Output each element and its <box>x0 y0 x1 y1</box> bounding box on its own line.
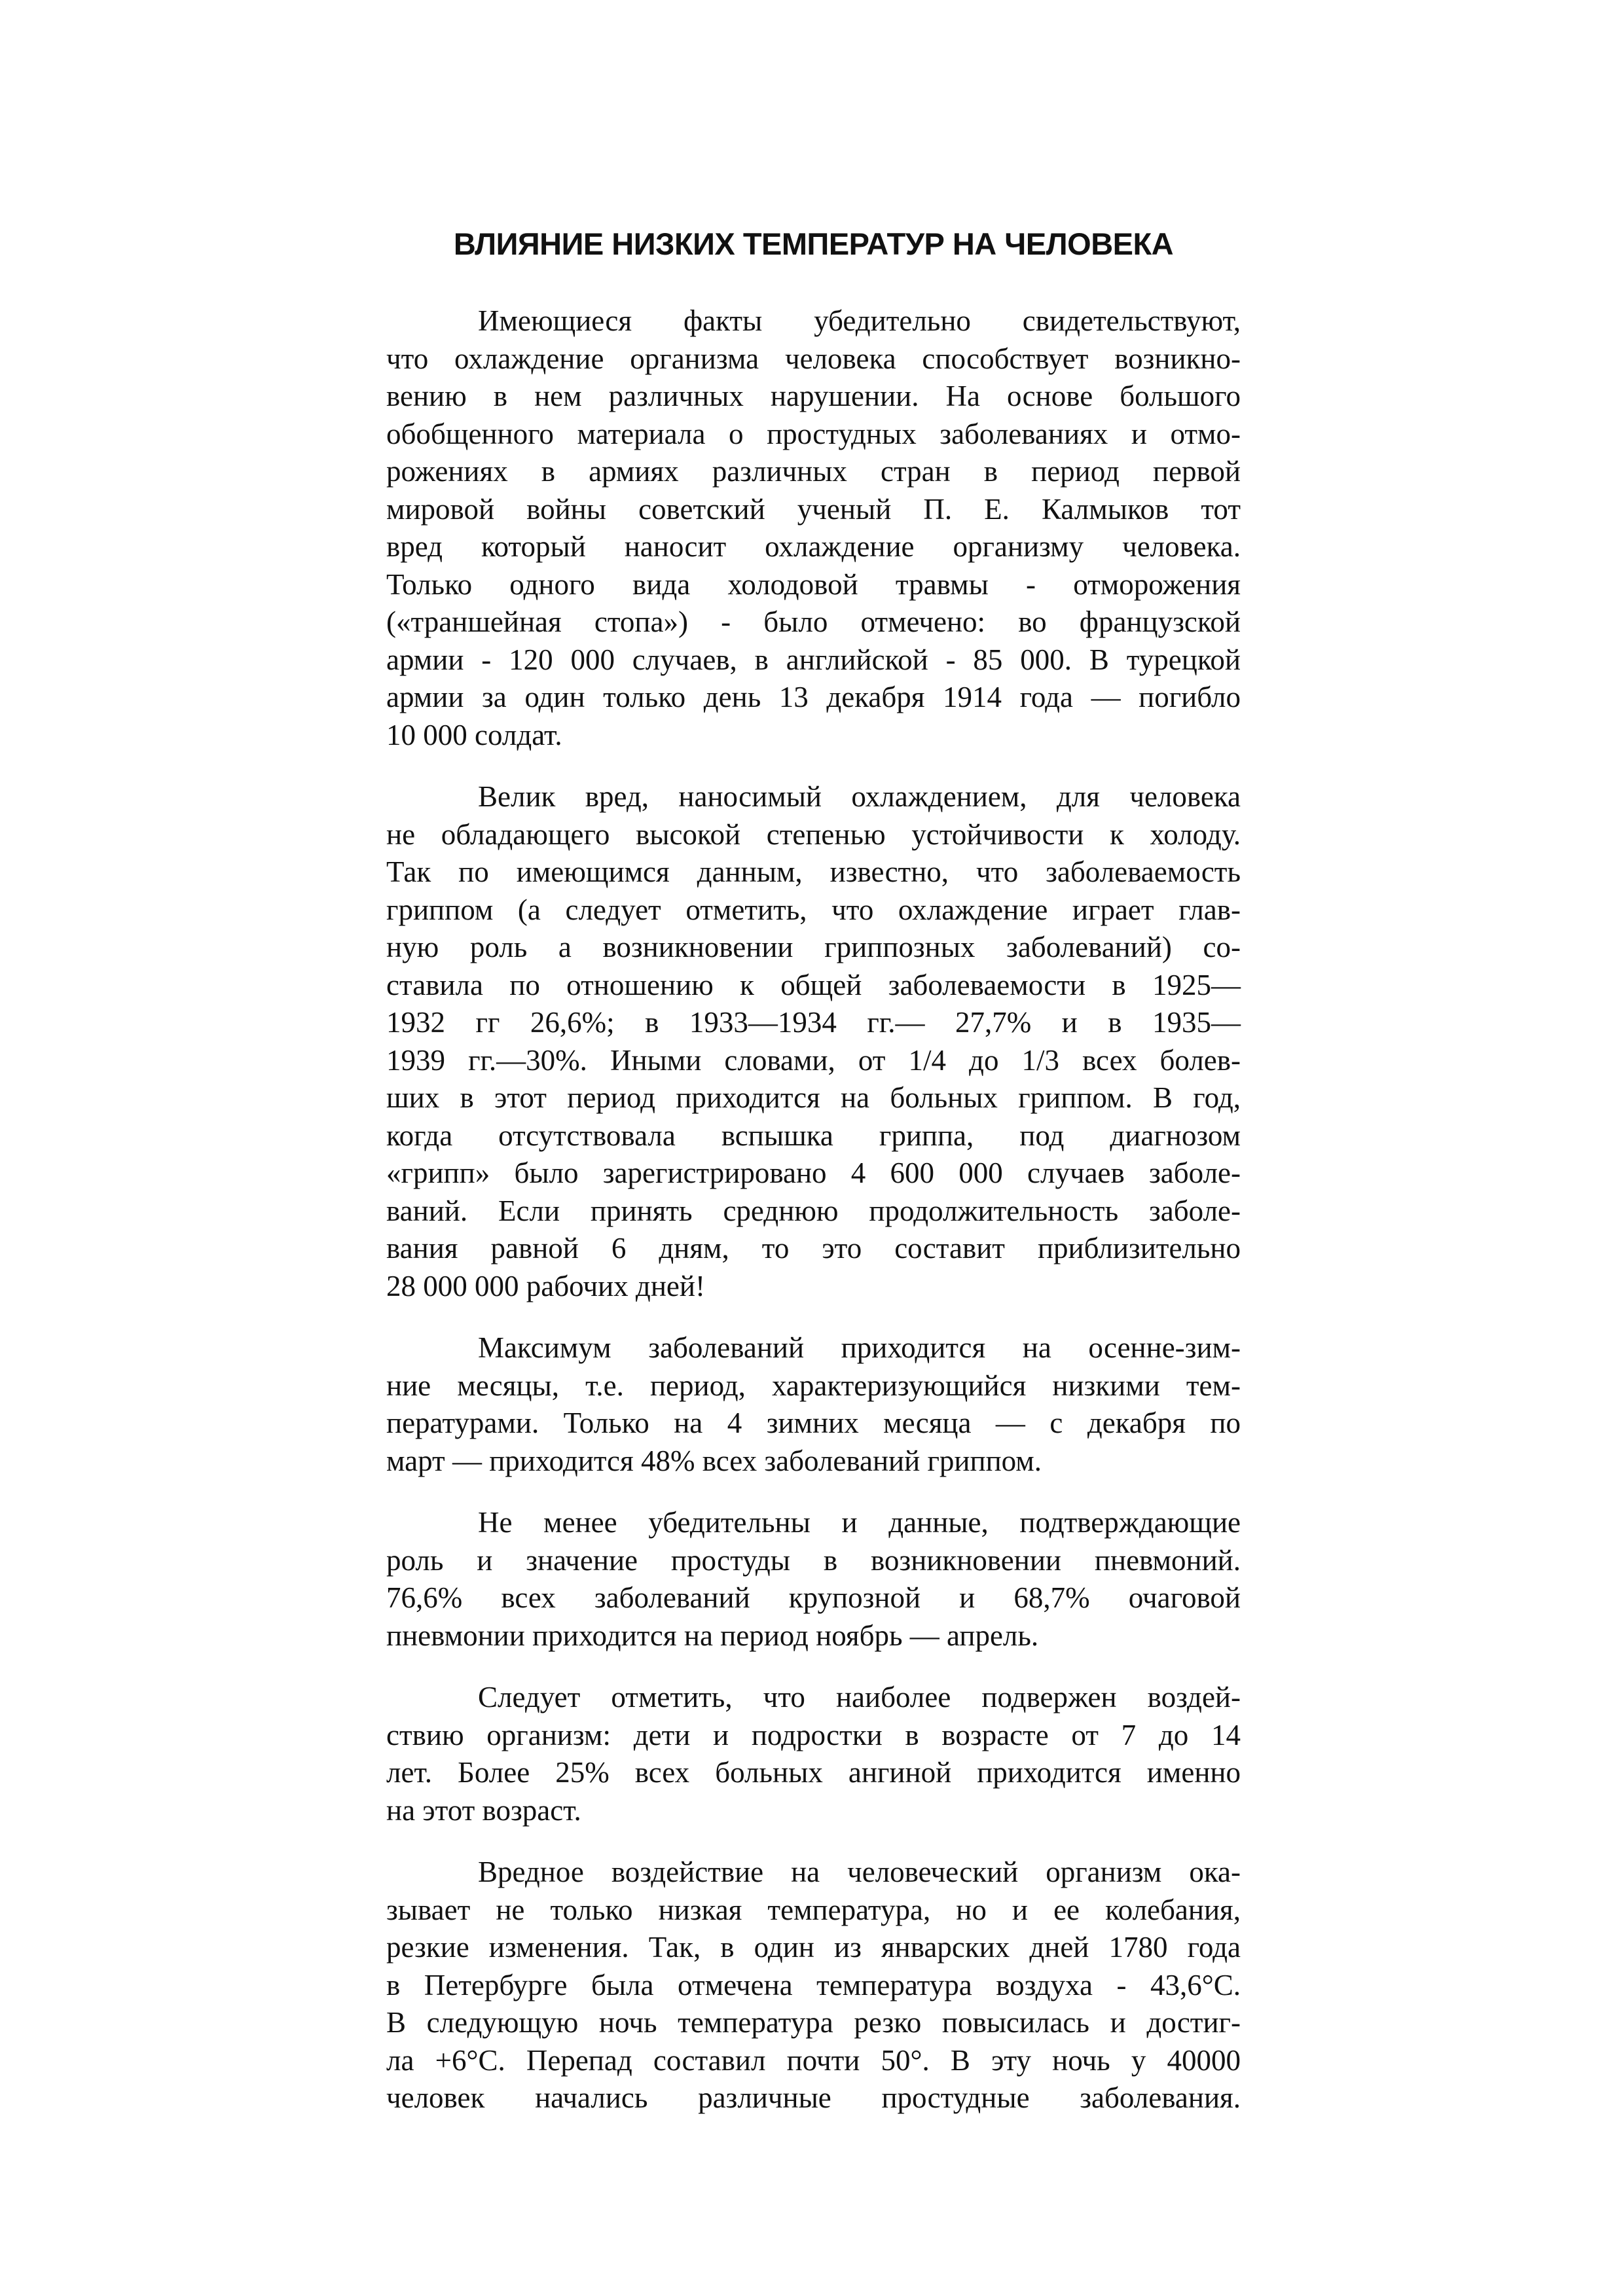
text-line: Максимум заболеваний приходится на осенне-зим- <box>478 1331 1241 1364</box>
text-line: вред который наносит охлаждение организму человека. <box>386 530 1241 563</box>
paragraph-4 <box>386 1504 1241 1655</box>
text-line: 10 000 солдат. <box>386 718 562 751</box>
paragraph-1 <box>386 302 1241 754</box>
text-line: не обладающего высокой степенью устойчивости к холоду. <box>386 817 1241 851</box>
text-line: ствию организм: дети и подростки в возрасте от 7 до 14 <box>386 1718 1241 1751</box>
text-line: резкие изменения. Так, в один из январских дней 1780 года <box>386 1931 1241 1964</box>
paragraph-3 <box>386 1329 1241 1480</box>
document-page <box>386 226 1241 2142</box>
text-line: 1939 гг.—30%. Иными словами, от 1/4 до 1/3 всех болев- <box>386 1043 1241 1077</box>
paragraph-2 <box>386 778 1241 1305</box>
text-line: Имеющиеся факты убедительно свидетельствуют, <box>478 304 1241 337</box>
text-line: зывает не только низкая температура, но и ее колебания, <box>386 1893 1241 1926</box>
text-line: человек начались различные простудные заболевания. <box>386 2081 1241 2114</box>
text-line: Велик вред, наносимый охлаждением, для человека <box>478 780 1241 813</box>
text-line: когда отсутствовала вспышка гриппа, под диагнозом <box>386 1119 1241 1152</box>
text-line: Вредное воздействие на человеческий организм ока- <box>478 1856 1241 1888</box>
document-body <box>386 302 1241 2117</box>
text-line: обобщенного материала о простудных заболеваниях и отмо- <box>386 417 1241 450</box>
text-line: роль и значение простуды в возникновении пневмоний. <box>386 1543 1241 1577</box>
text-line: «грипп» было зарегистрировано 4 600 000 случаев заболе- <box>386 1157 1241 1189</box>
text-line: Так по имеющимся данным, известно, что заболеваемость <box>386 855 1241 888</box>
text-line: вания равной 6 дням, то это составит приблизительно <box>386 1232 1241 1265</box>
text-line: мировой войны советский ученый П. Е. Калмыков тот <box>386 492 1241 526</box>
text-line: на этот возраст. <box>386 1793 581 1827</box>
text-line: ла +6°С. Перепад составил почти 50°. В эту ночь у 40000 <box>386 2043 1241 2077</box>
paragraph-5 <box>386 1679 1241 1829</box>
text-line: пературами. Только на 4 зимних месяца — с декабря по <box>386 1407 1241 1439</box>
text-line: гриппом (а следует отметить, что охлаждение играет глав- <box>386 893 1241 926</box>
text-line: 28 000 000 рабочих дней! <box>386 1269 705 1302</box>
text-line: ших в этот период приходится на больных гриппом. В год, <box>386 1081 1241 1114</box>
text-line: лет. Более 25% всех больных ангиной приходится именно <box>386 1756 1241 1789</box>
text-line: армии - 120 000 случаев, в английской - 85 000. В турецкой <box>386 643 1241 676</box>
text-line: март — приходится 48% всех заболеваний гриппом. <box>386 1444 1042 1477</box>
text-line: ние месяцы, т.е. период, характеризующийся низкими тем- <box>386 1369 1241 1402</box>
text-line: Не менее убедительны и данные, подтверждающие <box>478 1506 1241 1539</box>
document-title: ВЛИЯНИЕ НИЗКИХ ТЕМПЕРАТУР НА ЧЕЛОВЕКА <box>453 226 1174 261</box>
text-line: 76,6% всех заболеваний крупозной и 68,7% очаговой <box>386 1581 1241 1614</box>
text-line: вению в нем различных нарушении. На основе большого <box>386 380 1241 412</box>
text-line: пневмонии приходится на период ноябрь — апрель. <box>386 1619 1039 1652</box>
text-line: в Петербурге была отмечена температура воздуха - 43,6°С. <box>386 1968 1241 2001</box>
text-line: («траншейная стопа») - было отмечено: во французской <box>386 605 1241 638</box>
paragraph-6 <box>386 1854 1241 2117</box>
text-line: Только одного вида холодовой травмы - отморожения <box>386 567 1241 601</box>
text-line: В следующую ночь температура резко повысилась и достиг- <box>386 2006 1241 2039</box>
text-line: ваний. Если принять среднюю продолжительность заболе- <box>386 1194 1241 1227</box>
text-line: что охлаждение организма человека способствует возникно- <box>386 342 1241 375</box>
text-line: ставила по отношению к общей заболеваемости в 1925— <box>386 968 1241 1001</box>
text-line: армии за один только день 13 декабря 1914 года — погибло <box>386 681 1241 713</box>
text-line: Следует отметить, что наиболее подвержен воздей- <box>478 1681 1241 1713</box>
text-line: рожениях в армиях различных стран в период первой <box>386 455 1241 488</box>
text-line: ную роль а возникновении гриппозных заболеваний) со- <box>386 931 1241 963</box>
text-line: 1932 гг 26,6%; в 1933—1934 гг.— 27,7% и в 1935— <box>386 1006 1241 1039</box>
